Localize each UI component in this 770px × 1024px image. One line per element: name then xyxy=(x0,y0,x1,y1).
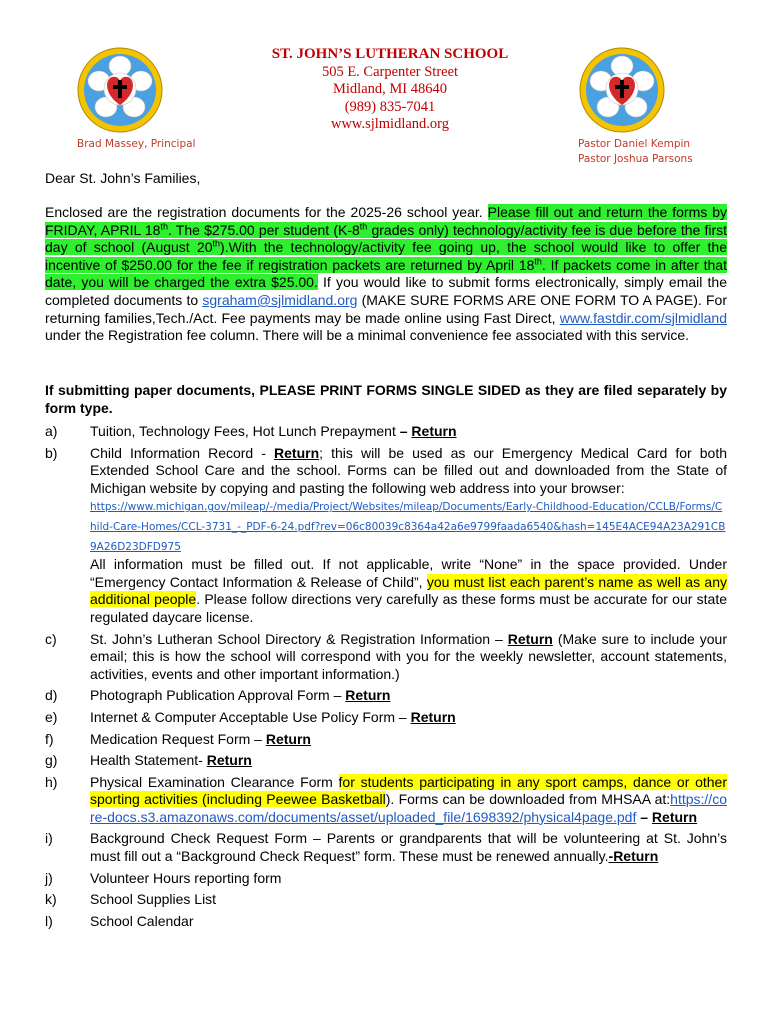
return-label: Return xyxy=(265,730,311,747)
luther-rose-seal-left xyxy=(77,47,163,133)
return-label: Return xyxy=(345,687,391,704)
intro-paragraph: Enclosed are the registration documents for the 2025-26 school year. Please fill out and return the forms by FRIDAY, APRIL 18th. The $275.00 per student (K-8th grades only) technology/activity fee is due before the first day of school (August 20th).With the technology/activity fee going up, the school would like to offer the incentive of $250.00 for the fee if registration packets are returned by April 18th. If packets come in after that date, you will be charged the extra $25.00. If you would like to submit forms electronically, simply email the completed documents to sgraham@sjlmidland.org (MAKE SURE FORMS ARE ONE FORM TO A PAGE). For returning families,Tech./Act. Fee payments may be made online using Fast Direct, www.fastdir.com/sjlmidland under the Registration fee column. There will be a minimal convenience fee associated with this service. xyxy=(45,204,728,344)
list-item-c: c) St. John’s Lutheran School Directory & Registration Information – Return (Make sure to include your email; this is how the school will correspond with you for the weekly newsletter, account statements, activities, events and other important information.) xyxy=(45,630,727,682)
principal-name: Brad Massey, Principal xyxy=(77,138,196,150)
return-label: Return xyxy=(613,848,659,865)
list-item-f: f) Medication Request Form – Return xyxy=(45,730,311,747)
list-item-k: k) School Supplies List xyxy=(45,891,217,908)
fastdir-link[interactable]: www.fastdir.com/sjlmidland xyxy=(559,309,727,326)
deadline-highlight: Please fill out and return the forms by FRIDAY, APRIL 18th. The $275.00 per student (K-8th grades only) technology/activity fee is due before the first day of school (August 20th).With the technology/activity fee going up, the school would like to offer the incentive of $250.00 for the fee if registration packets are returned by April 18th. If packets come in after that date, you will be charged the extra $25.00. xyxy=(45,204,728,291)
paper-note: If submitting paper documents, PLEASE PRINT FORMS SINGLE SIDED as they are filed separately by form type. xyxy=(45,382,727,416)
forms-list xyxy=(45,423,727,934)
list-item-i: i) Background Check Request Form – Parents or grandparents that will be volunteering at St. John’s must fill out a “Background Check Request” form. These must be renewed annually.-Return xyxy=(45,830,727,865)
luther-rose-icon xyxy=(579,47,665,133)
city-state: Midland, MI 48640 xyxy=(333,81,447,97)
return-label: Return xyxy=(411,423,457,439)
mhsaa-link[interactable]: https://core-docs.s3.amazonaws.com/documents/asset/uploaded_file/1698392/physical4page.pdf xyxy=(90,791,727,825)
luther-rose-icon xyxy=(77,47,163,133)
list-item-g: g) Health Statement- Return xyxy=(45,752,252,769)
list-item-j: j) Volunteer Hours reporting form xyxy=(45,869,282,886)
list-item-h: h) Physical Examination Clearance Form for students participating in any sport camps, dance or other sporting activities (including Peewee Basketball). Forms can be downloaded from MHSAA at:https://core-docs.s3.amazonaws.com/documents/asset/uploaded_file/1698392/physical4page.pdf – Return xyxy=(45,773,727,825)
list-item-d: d) Photograph Publication Approval Form – Return xyxy=(45,687,391,704)
salutation: Dear St. John’s Families, xyxy=(45,170,201,186)
parent-names-highlight: you must list each parent’s name as well as any additional people xyxy=(90,573,727,608)
list-item-l: l) School Calendar xyxy=(45,912,194,929)
list-item-a: a) Tuition, Technology Fees, Hot Lunch Prepayment – Return xyxy=(45,423,457,439)
school-website: www.sjlmidland.org xyxy=(330,116,449,132)
street-address: 505 E. Carpenter Street xyxy=(321,63,459,80)
letterhead xyxy=(235,46,545,134)
return-label: Return xyxy=(507,630,553,647)
list-item-b: b) Child Information Record - Return; this will be used as our Emergency Medical Card for both Extended School Care and the school. Forms can be filled out and downloaded from the State of Michigan website by copying and pasting the following web address into your browser: https://www.michigan.gov/mileap/-/media/Project/Websites/mileap/Documents/Early-Childhood-Education/CCLB/Forms/Child-Care-Homes/CCL-3731_-_PDF-6-24.pdf?rev=06c80039c8364a42a6e9799faada6540&hash=145E4ACE94A23A291CB9A26D23DFD975 All information must be filled out. If not applicable, write “None” in the space provided. Under “Emergency Contact Information & Release of Child”, you must list each parent’s name as well as any additional people. Please follow directions very carefully as these forms must be accurate for our state regulated daycare license. xyxy=(45,444,727,625)
phone-number: (989) 835-7041 xyxy=(344,98,436,115)
school-name: ST. JOHN’S LUTHERAN SCHOOL xyxy=(271,46,509,62)
pastor-2: Pastor Joshua Parsons xyxy=(578,153,693,165)
pastors xyxy=(578,137,693,167)
return-label: Return xyxy=(274,444,320,461)
email-link[interactable]: sgraham@sjlmidland.org xyxy=(202,291,358,308)
sports-highlight: for students participating in any sport camps, dance or other sporting activities (including Peewee Basketball xyxy=(90,773,727,808)
list-item-e: e) Internet & Computer Acceptable Use Policy Form – Return xyxy=(45,708,456,725)
return-label: Return xyxy=(410,708,456,725)
pastor-1: Pastor Daniel Kempin xyxy=(578,138,691,150)
return-label: Return xyxy=(651,808,698,825)
return-label: Return xyxy=(206,752,252,769)
luther-rose-seal-right xyxy=(579,47,665,133)
michigan-form-link[interactable]: https://www.michigan.gov/mileap/-/media/Project/Websites/mileap/Documents/Early-Childhood-Education/CCLB/Forms/Child-Care-Homes/CCL-3731_-_PDF-6-24.pdf?rev=06c80039c8364a42a6e9799faada6540&hash=145E4ACE94A23A291CB9A26D23DFD975 xyxy=(90,501,726,553)
